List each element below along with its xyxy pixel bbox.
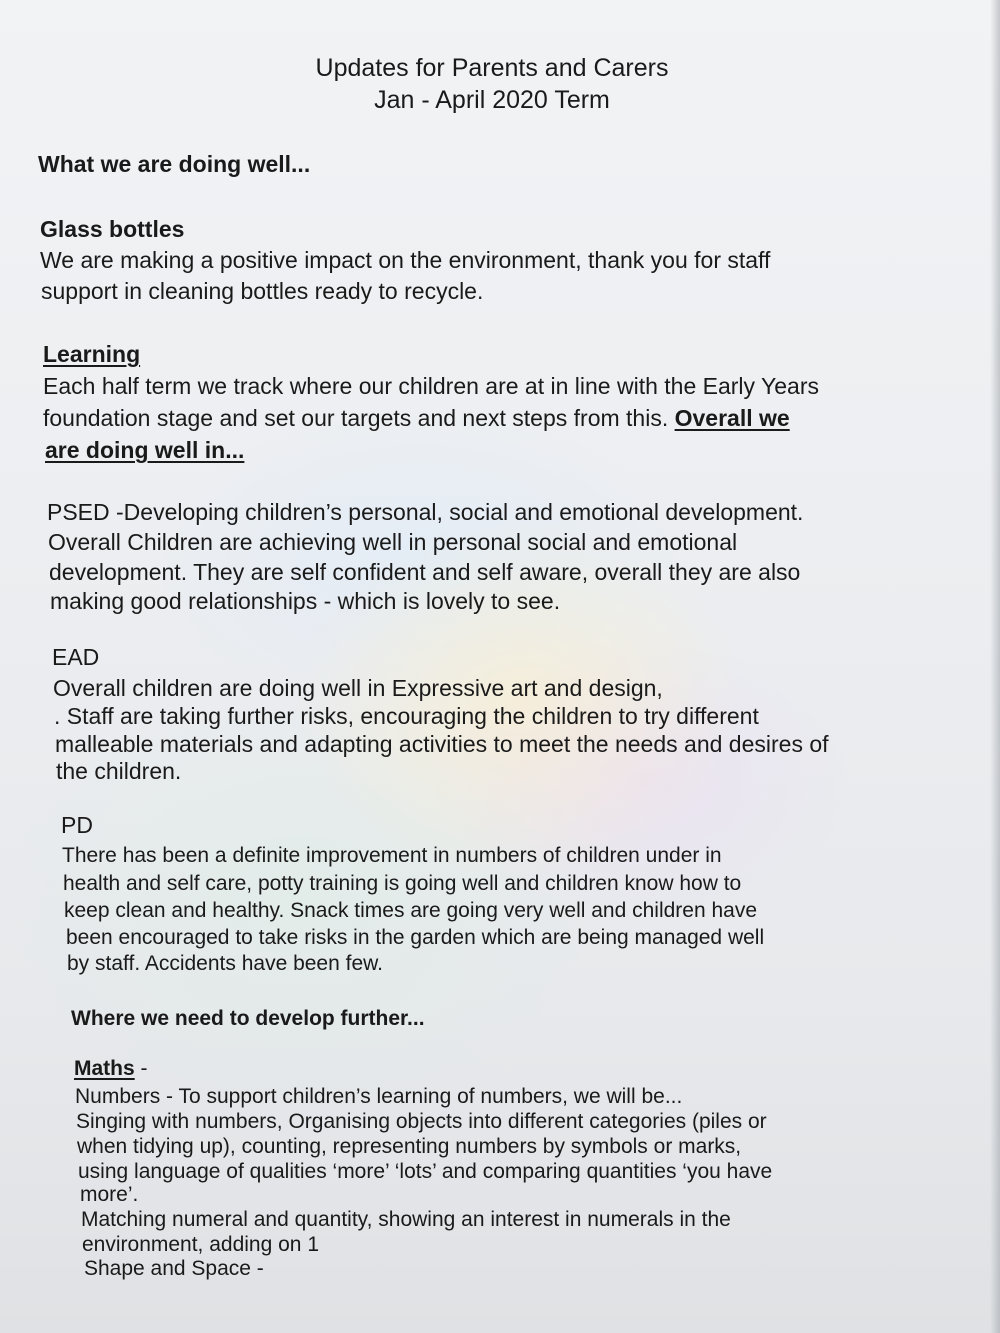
learning-line — [43, 407, 790, 430]
ead-line: Overall children are doing well in Expressive art and design, — [53, 675, 663, 701]
psed-line: Overall Children are achieving well in personal social and emotional — [48, 529, 738, 555]
learning-line: Each half term we track where our children are at in line with the Early Years — [43, 373, 819, 399]
maths-line: when tidying up), counting, representing numbers by symbols or marks, — [77, 1135, 742, 1158]
learning-overall-emphasis-cont: are doing well in... — [45, 437, 245, 463]
learning-line-text: foundation stage and set our targets and next steps from this. — [43, 405, 675, 431]
document-title: Updates for Parents and Carers — [315, 54, 669, 82]
maths-line: Matching numeral and quantity, showing an interest in numerals in the — [81, 1208, 731, 1231]
doing-well-heading: What we are doing well... — [38, 151, 311, 177]
glass-bottles-line: We are making a positive impact on the environment, thank you for staff — [40, 247, 771, 273]
learning-heading: Learning — [43, 341, 141, 367]
pd-heading: PD — [61, 812, 93, 838]
page-edge-shadow — [990, 0, 1000, 1333]
maths-heading-suffix: - — [134, 1057, 148, 1080]
psed-line: making good relationships - which is lovely to see. — [50, 588, 561, 614]
pd-line: by staff. Accidents have been few. — [67, 952, 383, 975]
learning-overall-emphasis: Overall we — [674, 405, 790, 431]
maths-heading-line — [74, 1058, 148, 1079]
document-term: Jan - April 2020 Term — [374, 86, 610, 114]
maths-line: Shape and Space - — [84, 1257, 264, 1280]
maths-line: environment, adding on 1 — [82, 1233, 319, 1256]
glass-bottles-heading: Glass bottles — [40, 216, 185, 242]
maths-heading: Maths — [74, 1057, 135, 1080]
pd-line: health and self care, potty training is going well and children know how to — [63, 872, 742, 895]
ead-heading: EAD — [52, 644, 100, 670]
pd-line: There has been a definite improvement in numbers of children under in — [62, 844, 722, 867]
pd-line: been encouraged to take risks in the garden which are being managed well — [66, 926, 765, 949]
maths-line: more’. — [80, 1183, 139, 1206]
psed-line: PSED -Developing children’s personal, social and emotional development. — [47, 499, 804, 525]
ead-line: malleable materials and adapting activities to meet the needs and desires of — [55, 731, 829, 757]
pd-line: keep clean and healthy. Snack times are going very well and children have — [64, 899, 758, 922]
glass-bottles-line: support in cleaning bottles ready to recycle. — [41, 278, 484, 304]
ead-line: . Staff are taking further risks, encouraging the children to try different — [54, 703, 759, 729]
maths-line: using language of qualities ‘more’ ‘lots’ and comparing quantities ‘you have — [78, 1160, 773, 1183]
ead-line: the children. — [56, 758, 182, 784]
maths-line: Numbers - To support children’s learning of numbers, we will be... — [75, 1085, 683, 1108]
develop-heading: Where we need to develop further... — [71, 1007, 425, 1030]
psed-line: development. They are self confident and self aware, overall they are also — [49, 559, 801, 585]
maths-line: Singing with numbers, Organising objects into different categories (piles or — [76, 1110, 767, 1133]
